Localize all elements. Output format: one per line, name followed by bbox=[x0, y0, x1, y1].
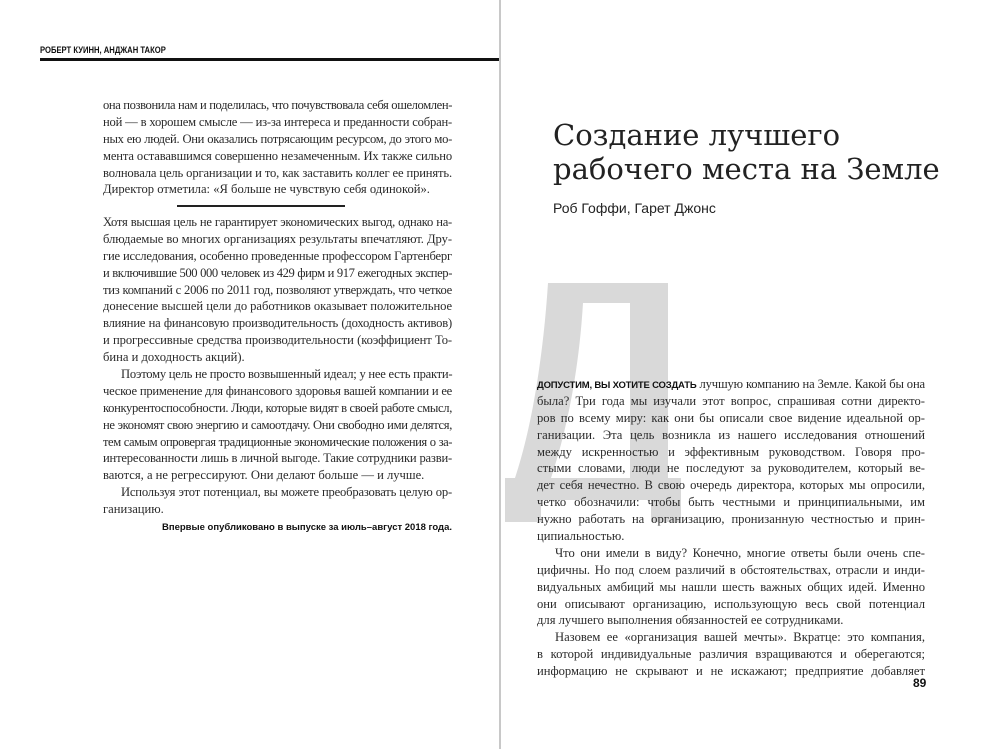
title-line-2: рабочего места на Земле bbox=[553, 152, 940, 186]
text-line: стыми словами, люди не последуют за руководителем, который ве- bbox=[537, 461, 925, 476]
text-line: влияние на финансовую производительность (доходность активов) bbox=[103, 316, 452, 331]
body-paragraph-3 bbox=[537, 629, 925, 680]
text-line: интересованности лишь в личной выгоде. Такие сотрудники разви- bbox=[103, 451, 452, 466]
body-paragraph-1 bbox=[537, 393, 925, 545]
article-body bbox=[537, 376, 925, 680]
text-line: они описывают организацию, использующую весь свой потенциал bbox=[537, 596, 925, 611]
text-line: Хотя высшая цель не гарантирует экономических выгод, однако на- bbox=[103, 215, 452, 229]
text-line: между искренностью и эффективным руководством. Говоря про- bbox=[537, 444, 925, 459]
text-line: тиз компаний с 2006 по 2011 год, позволяют утверждать, что четкое bbox=[103, 282, 452, 297]
text-line: информацию не скрывают и не искажают; предприятие добавляет bbox=[537, 664, 925, 679]
text-line: цифичны. Но под слоем различий в обстоятельствах, отрасли и инди- bbox=[537, 562, 925, 577]
text-line: ров по всему миру: как они бы описали свое видение идеальной ор- bbox=[537, 410, 925, 425]
text-line: нужно работать на организацию, пронизанную честностью и прин- bbox=[537, 512, 925, 527]
text-line: видуальных амбиций мы нашли шесть важных общих идей. Именно bbox=[537, 579, 925, 594]
text-line: ческое применение для финансового здоровья вашей компании и ее bbox=[103, 383, 452, 398]
text-line: для лучшего выполнения обязанностей ее сотрудниками. bbox=[537, 613, 844, 628]
section-divider bbox=[177, 205, 345, 207]
first-line-text: лучшую компанию на Земле. Какой бы она bbox=[699, 377, 925, 391]
text-line: в которой индивидуальные различия взращиваются и оберегаются; bbox=[537, 647, 925, 662]
text-line: Назовем ее «организация вашей мечты». Вкратце: это компания, bbox=[555, 630, 925, 645]
text-line: она позвонила нам и поделилась, что почувствовала себя ошеломлен- bbox=[103, 98, 452, 112]
left-page bbox=[0, 0, 499, 749]
text-line: ципиальностью. bbox=[537, 529, 625, 544]
paragraph-2 bbox=[103, 214, 452, 366]
paragraph-3 bbox=[103, 366, 452, 484]
right-page bbox=[501, 0, 1000, 749]
text-line: Поэтому цель не просто возвышенный идеал; у нее есть практи- bbox=[121, 367, 453, 381]
article-title bbox=[553, 118, 940, 186]
text-line: и прогрессивные средства производительности (коэффициент То- bbox=[103, 333, 452, 348]
text-line: Используя этот потенциал, вы можете преобразовать целую ор- bbox=[121, 485, 452, 499]
text-line: и включившие 500 000 человек из 429 фирм и 917 ежегодных экспер- bbox=[103, 265, 452, 280]
text-line: гие исследования, особенно проведенные профессором Гартенберг bbox=[103, 248, 452, 263]
text-line: не экономят свою энергию и самоотдачу. Они свободно ими делятся, bbox=[103, 417, 452, 432]
text-line: волновала цель организации и то, как заставить коллег ее принять. bbox=[103, 165, 452, 180]
text-line: дет себя нечестно. В свою очередь директора, которых мы опросили, bbox=[537, 478, 925, 493]
text-line: ганизацию. bbox=[103, 501, 164, 516]
body-paragraph-2 bbox=[537, 545, 925, 629]
text-line: четко обозначили: чтобы быть честными и принципиальными, им bbox=[537, 495, 925, 510]
body-first-line bbox=[537, 376, 925, 393]
text-line: ной — в хорошем смысле — из-за интереса и преданности собран- bbox=[103, 114, 452, 129]
lead-in: ДОПУСТИМ, ВЫ ХОТИТЕ СОЗДАТЬ bbox=[537, 380, 697, 391]
header-rule bbox=[40, 58, 499, 61]
publication-credit: Впервые опубликовано в выпуске за июль–август 2018 года. bbox=[161, 522, 452, 533]
text-line: бина и доходность акций). bbox=[103, 350, 245, 365]
text-line: конкурентоспособности. Люди, которые видят в своей работе смысл, bbox=[103, 400, 452, 415]
text-line: Что они имели в виду? Конечно, многие ответы были очень спе- bbox=[555, 545, 925, 560]
text-line: ганизации. Эта цель возникла из нашего исследования отношений bbox=[537, 427, 925, 442]
title-line-1: Создание лучшего bbox=[553, 118, 841, 152]
article-authors: Роб Гоффи, Гарет Джонс bbox=[553, 200, 716, 216]
text-line: блюдаемые во многих организациях результаты впечатляют. Дру- bbox=[103, 231, 452, 246]
running-head: РОБЕРТ КУИНН, АНДЖАН ТАКОР bbox=[40, 45, 166, 55]
text-line: была? Три года мы изучали этот вопрос, спрашивая сотни директо- bbox=[537, 393, 925, 408]
text-line: ных ею людей. Они оказались потрясающим ресурсом, до этого мо- bbox=[103, 131, 452, 146]
text-line: Директор отметила: «Я больше не чувствую себя одинокой». bbox=[103, 182, 430, 197]
page-number: 89 bbox=[913, 676, 927, 690]
text-line: донесение высшей цели до работников оказывает положительное bbox=[103, 299, 453, 314]
text-line: ваются, а не регрессируют. Они делают больше — и лучше. bbox=[103, 468, 425, 483]
text-line: тем самым опровергая традиционные экономические положения о за- bbox=[103, 434, 452, 449]
paragraph-1 bbox=[103, 97, 452, 198]
text-line: мента остававшимся совершенно незамеченным. Их также сильно bbox=[103, 148, 452, 163]
paragraph-4 bbox=[103, 484, 452, 518]
